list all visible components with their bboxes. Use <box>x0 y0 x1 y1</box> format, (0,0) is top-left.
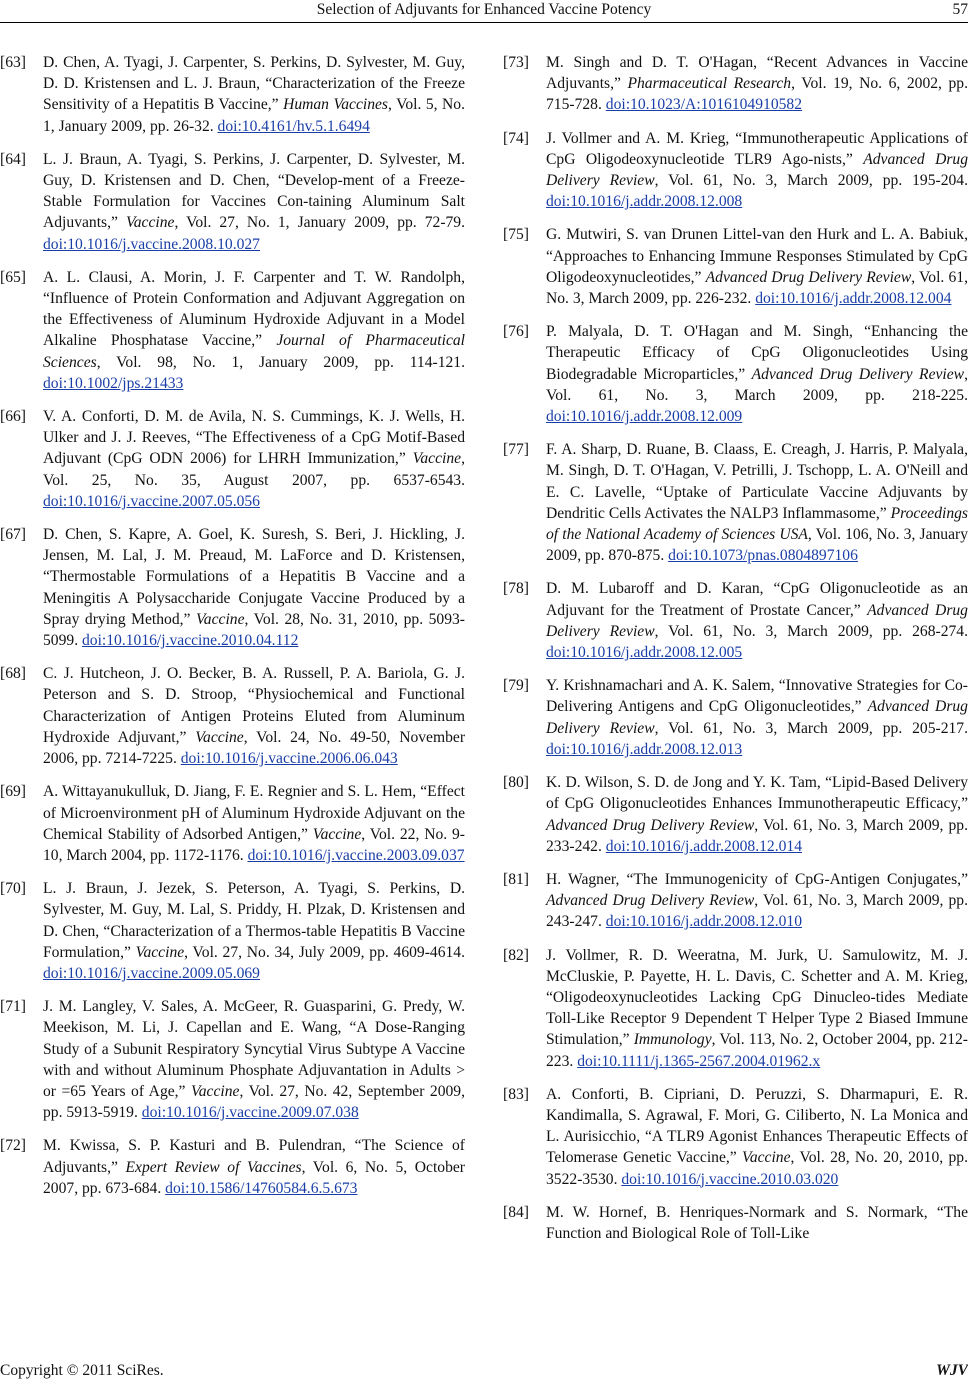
reference-citation: M. Singh and D. T. O'Hagan, “Recent Advances in Vaccine Adjuvants,” <box>546 54 968 93</box>
reference-text <box>546 52 968 116</box>
reference-entry <box>503 224 968 309</box>
reference-citation: J. M. Langley, V. Sales, A. McGeer, R. Guasparini, G. Predy, W. Meekison, M. Li, J. Capellan and E. Wang, “A Dose-Ranging Study of a Subunit Respiratory Syncytial Virus Subtype A Vaccine with and without Aluminum Phosphate Adjuvantation in Adults > or =65 Years of Age,” <box>43 998 465 1100</box>
reference-details: , Vol. 27, No. 42, September 2009, pp. 5913-5919. <box>43 1082 465 1122</box>
reference-entry <box>503 772 968 857</box>
reference-text <box>43 996 465 1123</box>
reference-citation: G. Mutwiri, S. van Drunen Littel-van den Hurk and L. A. Babiuk, “Approaches to Enhancing Immune Responses Stimulated by CpG Oligodeoxynucleotides,” <box>546 226 968 286</box>
journal-name: Vaccine <box>135 943 185 961</box>
doi-link[interactable]: doi:10.1002/jps.21433 <box>43 374 184 392</box>
reference-text <box>546 1202 968 1244</box>
reference-number: [71] <box>0 998 26 1016</box>
reference-number: [72] <box>0 1137 26 1155</box>
reference-citation: K. D. Wilson, S. D. de Jong and Y. K. Tam, “Lipid-Based Delivery of CpG Oligonucleotides Enhances Immunotherapeutic Efficacy,” <box>546 774 968 813</box>
reference-details: , Vol. 28, No. 31, 2010, pp. 5093-5099. <box>43 610 465 650</box>
reference-details: , Vol. 28, No. 20, 2010, pp. 3522-3530. <box>546 1149 968 1188</box>
reference-citation: D. M. Lubaroff and D. Karan, “CpG Oligonucleotide as an Adjuvant for the Treatment of Prostate Cancer,” <box>546 580 968 619</box>
reference-text <box>546 675 968 760</box>
reference-number: [82] <box>503 946 529 964</box>
reference-details: , Vol. 27, No. 34, July 2009, pp. 4609-4614. <box>184 943 465 961</box>
reference-details: , Vol. 24, No. 49-50, November 2006, pp. 7214-7225. <box>43 728 466 768</box>
reference-details: , Vol. 6, No. 5, October 2007, pp. 673-684. <box>43 1158 465 1197</box>
reference-number: [73] <box>503 54 529 71</box>
journal-name: Advanced Drug Delivery Review <box>546 698 968 737</box>
reference-details: , Vol. 61, No. 3, March 2009, pp. 205-217. <box>654 719 968 737</box>
reference-citation: L. J. Braun, J. Jezek, S. Peterson, A. Tyagi, S. Perkins, D. Sylvester, M. Guy, M. Lal, S. Priddy, H. Plzak, D. Kristensen and D. Chen, “Characterization of a Thermos-table Hepatitis B Vaccine Formulation,” <box>43 880 465 961</box>
doi-link[interactable]: doi:10.1016/j.vaccine.2008.10.027 <box>43 235 260 253</box>
journal-abbreviation: WJV <box>936 1362 968 1379</box>
reference-text <box>546 128 968 213</box>
reference-number: [64] <box>0 150 26 168</box>
reference-text <box>546 1084 968 1190</box>
reference-entry <box>0 406 465 512</box>
reference-citation: A. Conforti, B. Cipriani, D. Peruzzi, S. Dharmapuri, E. R. Kandimalla, S. Agrawal, F. Mori, G. Ciliberto, N. La Monica and L. Aurisicchio, “A TLR9 Agonist Enhances Therapeutic Effects of Telomerase Genetic Vaccine,” <box>546 1085 968 1167</box>
reference-entry <box>0 52 465 137</box>
reference-entry <box>0 996 465 1123</box>
reference-citation: A. Wittayanukulluk, D. Jiang, F. E. Regnier and S. L. Hem, “Effect of Microenvironment pH of Aluminum Hydroxide Adjuvant on the Chemical Stability of Adsorbed Antigen,” <box>43 783 465 843</box>
doi-link[interactable]: doi:10.1016/j.addr.2008.12.009 <box>546 408 743 426</box>
journal-name: Advanced Drug Delivery Review <box>546 601 968 640</box>
reference-entry <box>0 267 465 394</box>
doi-link[interactable]: doi:10.1016/j.addr.2008.12.014 <box>605 837 802 855</box>
reference-number: [76] <box>503 323 529 341</box>
journal-name: Vaccine <box>125 214 175 232</box>
doi-link[interactable]: doi:10.1016/j.vaccine.2009.05.069 <box>43 964 260 982</box>
reference-citation: M. W. Hornef, B. Henriques-Normark and S. Normark, “The Function and Biological Role of Toll-Like <box>546 1203 968 1242</box>
reference-entry <box>503 1084 968 1190</box>
copyright-notice: Copyright © 2011 SciRes. <box>0 1362 164 1379</box>
doi-link[interactable]: doi:10.1016/j.addr.2008.12.008 <box>546 193 743 211</box>
reference-entry <box>503 1202 968 1244</box>
reference-number: [78] <box>503 580 529 598</box>
reference-number: [79] <box>503 677 529 695</box>
reference-text <box>43 878 465 984</box>
reference-entry <box>503 321 968 427</box>
journal-name: Advanced Drug Delivery Review <box>546 816 755 834</box>
doi-link[interactable]: doi:10.1016/j.addr.2008.12.013 <box>546 740 743 758</box>
journal-name: Journal of Pharmaceutical Sciences <box>43 332 465 371</box>
reference-number: [77] <box>503 441 529 459</box>
reference-details: , Vol. 61, No. 3, March 2009, pp. 268-274. <box>654 622 968 640</box>
journal-name: Immunology <box>633 1031 712 1049</box>
doi-link[interactable]: doi:10.1073/pnas.0804897106 <box>668 547 858 565</box>
journal-name: Vaccine <box>412 450 462 468</box>
journal-name: Vaccine <box>195 728 244 746</box>
journal-name: Advanced Drug Delivery Review <box>751 365 965 383</box>
reference-citation: F. A. Sharp, D. Ruane, B. Claass, E. Creagh, J. Harris, P. Malyala, M. Singh, D. T. O'Hagan, V. Petrilli, J. Tschopp, L. A. O'Neill and E. C. Lavelle, “Uptake of Particulate Vaccine Adjuvants by Dendritic Cells Activates the NALP3 Inflammasome,” <box>546 441 968 522</box>
reference-text <box>43 781 465 866</box>
doi-link[interactable]: doi:10.1016/j.vaccine.2010.04.112 <box>81 632 299 650</box>
reference-number: [75] <box>503 226 529 244</box>
reference-text <box>43 52 465 137</box>
reference-citation: D. Chen, S. Kapre, A. Goel, K. Suresh, S. Beri, J. Hickling, J. Jensen, M. Lal, J. M. Preaud, M. LaForce and D. Kristensen, “Thermostable Formulations of a Hepatitis B Vaccine and a Meningitis A Polysaccharide Conjugate Vaccine Produced by a Spray drying Method,” <box>43 526 465 628</box>
reference-number: [70] <box>0 880 26 898</box>
reference-text <box>546 772 968 857</box>
journal-name: Human Vaccines <box>283 96 389 114</box>
reference-entry <box>0 878 465 984</box>
reference-entry <box>0 781 465 866</box>
doi-link[interactable]: doi:10.1023/A:1016104910582 <box>605 96 803 114</box>
reference-number: [81] <box>503 870 529 888</box>
references-left-column <box>0 52 465 1211</box>
reference-citation: A. L. Clausi, A. Morin, J. F. Carpenter and T. W. Randolph, “Influence of Protein Conformation and Adjuvant Aggregation on the Effectiveness of Aluminum Hydroxide Adjuvant in a Model Alkaline Phosphatase Vaccine,” <box>43 268 465 350</box>
journal-name: Vaccine <box>312 825 362 843</box>
reference-entry <box>503 578 968 663</box>
reference-citation: V. A. Conforti, D. M. de Avila, N. S. Cummings, K. J. Wells, H. Ulker and J. J. Reeves, “The Effectiveness of a CpG Motif-Based Adjuvant (CpG ODN 2006) for LHRH Immunization,” <box>43 408 465 468</box>
doi-link[interactable]: doi:10.1586/14760584.6.5.673 <box>165 1179 358 1197</box>
reference-details: , Vol. 61, No. 3, March 2009, pp. 195-204. <box>654 172 968 190</box>
reference-details: , Vol. 113, No. 2, October 2004, pp. 212-223. <box>546 1031 968 1070</box>
journal-name: Proceedings of the National Academy of Sciences USA <box>546 504 968 544</box>
doi-link[interactable]: doi:10.1016/j.vaccine.2003.09.037 <box>247 846 465 864</box>
reference-details: , Vol. 98, No. 1, January 2009, pp. 114-121. <box>96 353 465 371</box>
page-number: 57 <box>952 1 968 18</box>
references-right-column <box>503 52 968 1256</box>
reference-text <box>43 663 465 769</box>
reference-number: [84] <box>503 1203 529 1221</box>
doi-link[interactable]: doi:10.1016/j.addr.2008.12.004 <box>755 290 952 308</box>
reference-text <box>43 406 465 512</box>
journal-name: Vaccine <box>196 610 245 628</box>
reference-entry <box>0 149 465 255</box>
reference-number: [63] <box>0 54 26 71</box>
reference-text <box>546 869 968 933</box>
reference-number: [74] <box>503 129 529 147</box>
reference-text <box>43 149 465 255</box>
reference-text <box>546 945 968 1072</box>
doi-link[interactable]: doi:10.1016/j.vaccine.2009.07.038 <box>141 1104 359 1122</box>
reference-details: , Vol. 61, No. 3, March 2009, pp. 233-242. <box>546 816 968 855</box>
reference-details: , Vol. 106, No. 3, January 2009, pp. 870-875. <box>546 526 968 565</box>
header-rule <box>0 22 968 23</box>
reference-entry <box>0 663 465 769</box>
reference-number: [69] <box>0 783 26 801</box>
journal-name: Vaccine <box>190 1082 240 1100</box>
reference-text <box>546 224 968 309</box>
reference-text <box>43 1135 465 1199</box>
reference-entry <box>503 945 968 1072</box>
page-header <box>0 0 968 22</box>
reference-number: [65] <box>0 268 26 286</box>
reference-entry <box>0 1135 465 1199</box>
doi-link[interactable]: doi:10.1016/j.vaccine.2006.06.043 <box>180 750 398 768</box>
reference-number: [66] <box>0 408 26 426</box>
reference-citation: H. Wagner, “The Immunogenicity of CpG-Antigen Conjugates,” <box>546 870 968 888</box>
running-title: Selection of Adjuvants for Enhanced Vaccine Potency <box>316 1 652 18</box>
reference-entry <box>503 439 968 566</box>
doi-link[interactable]: doi:10.1016/j.vaccine.2010.03.020 <box>621 1170 839 1188</box>
reference-citation: M. Kwissa, S. P. Kasturi and B. Pulendran, “The Science of Adjuvants,” <box>43 1137 465 1176</box>
reference-number: [80] <box>503 774 529 792</box>
reference-details: , Vol. 5, No. 1, January 2009, pp. 26-32. <box>43 96 465 135</box>
reference-details: , Vol. 27, No. 1, January 2009, pp. 72-79. <box>174 214 466 232</box>
reference-entry <box>503 675 968 760</box>
reference-entry <box>503 128 968 213</box>
reference-citation: P. Malyala, D. T. O'Hagan and M. Singh, “Enhancing the Therapeutic Efficacy of CpG Oligonucleotides Using Biodegradable Microparticles,” <box>546 323 968 383</box>
journal-name: Pharmaceutical Research <box>627 75 792 93</box>
doi-link[interactable]: doi:10.1016/j.vaccine.2007.05.056 <box>43 492 260 510</box>
reference-details: , Vol. 61, No. 3, March 2009, pp. 218-225. <box>546 365 968 404</box>
journal-name: Advanced Drug Delivery Review <box>705 268 912 286</box>
reference-citation: C. J. Hutcheon, J. O. Becker, B. A. Russell, P. A. Bariola, G. J. Peterson and S. D. Stroop, “Physiochemical and Functional Characterization of Antigen Proteins Eluted from Aluminum Hydroxide Adjuvant,” <box>43 665 465 746</box>
reference-citation: D. Chen, A. Tyagi, J. Carpenter, S. Perkins, D. Sylvester, M. Guy, D. D. Kristensen and L. J. Braun, “Characterization of the Freeze Sensitivity of a Hepatitis B Vaccine,” <box>43 54 465 114</box>
doi-link[interactable]: doi:10.1016/j.addr.2008.12.005 <box>546 644 743 662</box>
reference-citation: J. Vollmer, R. D. Weeratna, M. Jurk, U. Samulowitz, M. J. McCluskie, P. Payette, H. L. Davis, C. Schetter and A. M. Krieg, “Oligodeoxynucleotides Lacking CpG Dinucleo-tides Mediate Toll-Like Receptor 9 Dependent T Helper Type 2 Biased Immune Stimulation,” <box>546 946 968 1049</box>
reference-entry <box>503 869 968 933</box>
journal-name: Vaccine <box>742 1149 791 1167</box>
reference-citation: J. Vollmer and A. M. Krieg, “Immunotherapeutic Applications of CpG Oligodeoxynucleotide TLR9 Ago-nists,” <box>546 129 968 168</box>
reference-details: , Vol. 61, No. 3, March 2009, pp. 226-232. <box>546 268 968 308</box>
reference-text <box>546 439 968 566</box>
journal-name: Expert Review of Vaccines <box>125 1158 302 1176</box>
reference-citation: Y. Krishnamachari and A. K. Salem, “Innovative Strategies for Co-Delivering Antigens and CpG Oligonucleotides,” <box>546 677 968 716</box>
reference-entry <box>0 524 465 651</box>
reference-details: , Vol. 19, No. 6, 2002, pp. 715-728. <box>546 75 968 114</box>
journal-name: Advanced Drug Delivery Review <box>546 892 755 910</box>
reference-entry <box>503 52 968 116</box>
reference-details: , Vol. 22, No. 9-10, March 2004, pp. 1172-1176. <box>43 825 465 864</box>
reference-text <box>43 524 465 651</box>
doi-link[interactable]: doi:10.1016/j.addr.2008.12.010 <box>605 913 802 931</box>
doi-link[interactable]: doi:10.4161/hv.5.1.6494 <box>217 117 370 135</box>
reference-text <box>546 321 968 427</box>
reference-details: , Vol. 61, No. 3, March 2009, pp. 243-247. <box>546 892 968 931</box>
reference-citation: L. J. Braun, A. Tyagi, S. Perkins, J. Carpenter, D. Sylvester, M. Guy, D. Kristensen and D. Chen, “Develop-ment of a Freeze-Stable Formulation for Vaccines Con-taining Aluminum Salt Adjuvants,” <box>43 150 465 232</box>
doi-link[interactable]: doi:10.1111/j.1365-2567.2004.01962.x <box>577 1052 821 1070</box>
reference-text <box>546 578 968 663</box>
reference-number: [83] <box>503 1085 529 1103</box>
reference-number: [67] <box>0 526 26 544</box>
reference-details: , Vol. 25, No. 35, August 2007, pp. 6537-6543. <box>43 450 465 489</box>
journal-name: Advanced Drug Delivery Review <box>546 150 968 190</box>
reference-number: [68] <box>0 665 26 683</box>
reference-text <box>43 267 465 394</box>
